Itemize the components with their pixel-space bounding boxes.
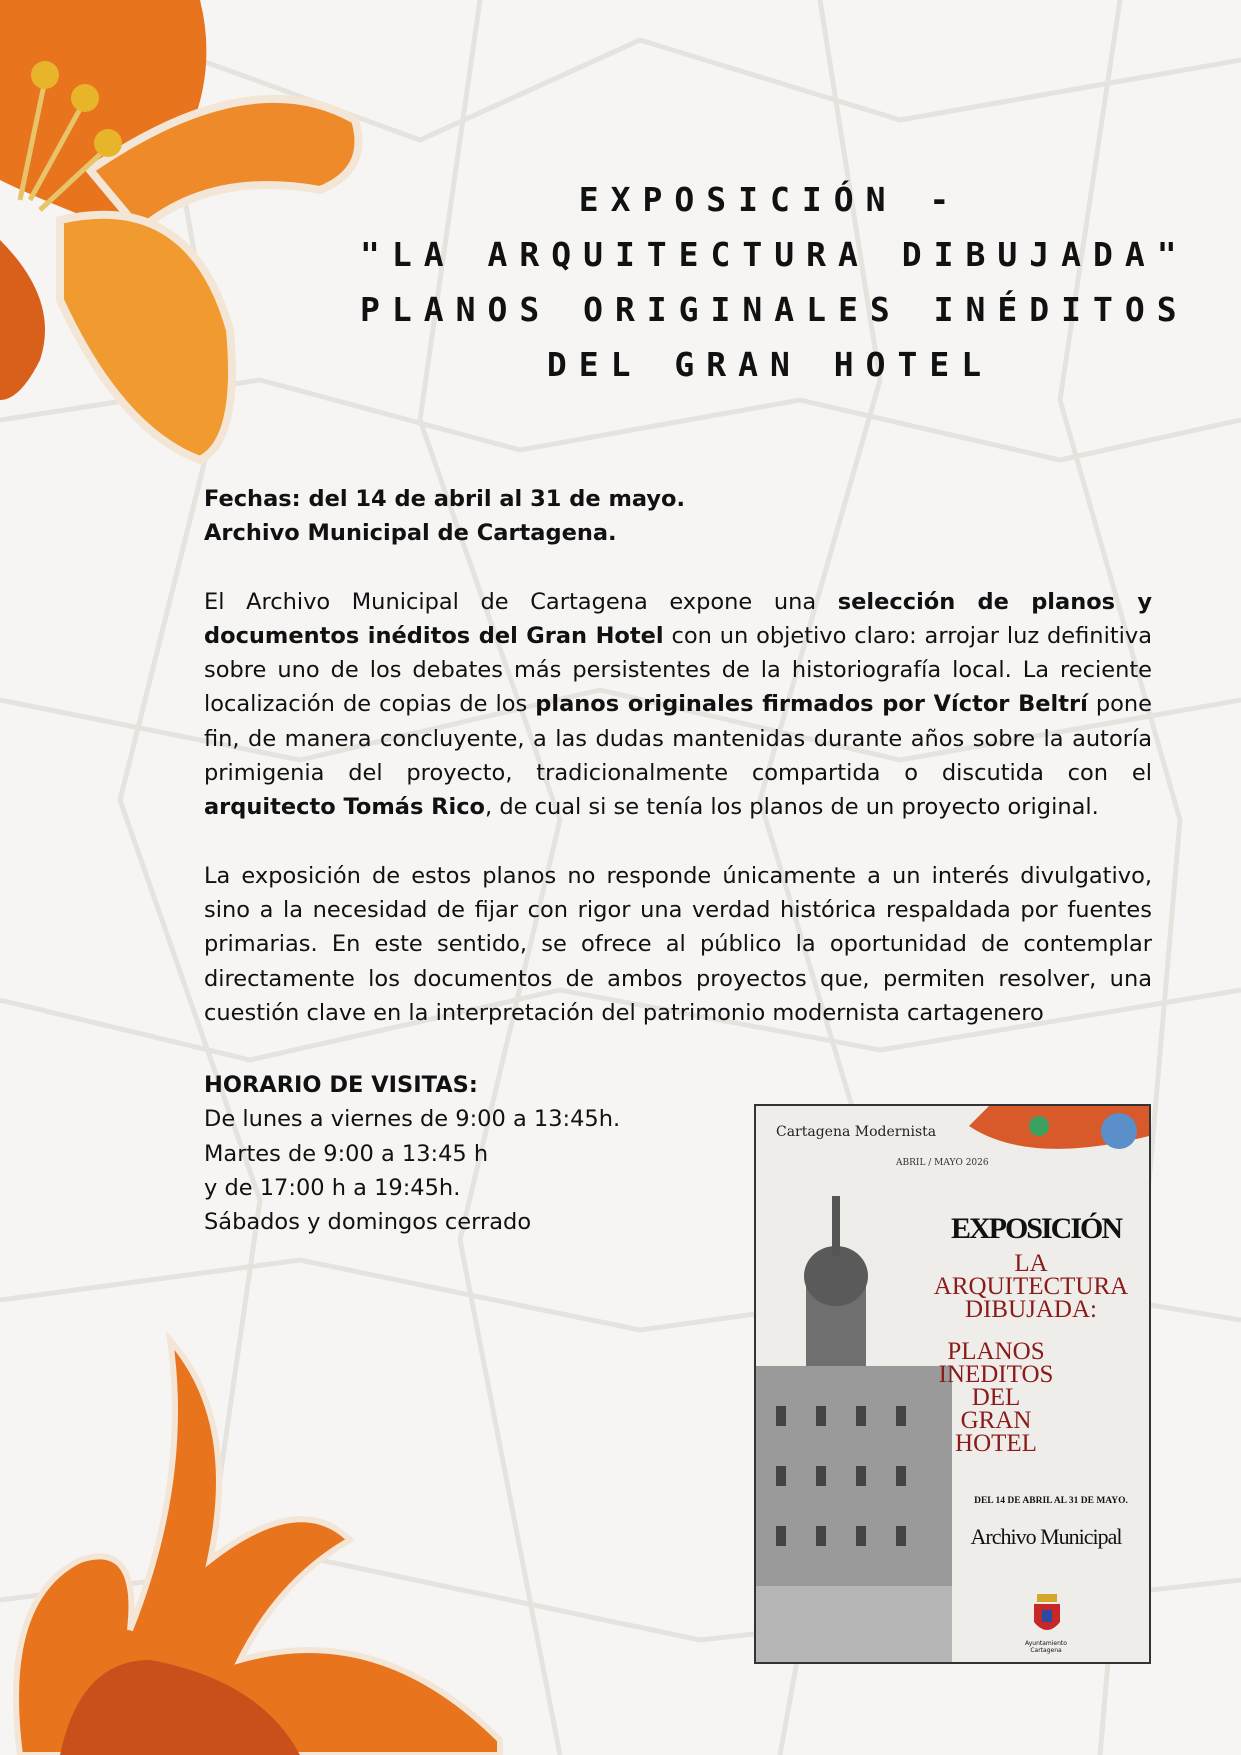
venue-line: Archivo Municipal de Cartagena. [204,520,617,547]
poster-line: INEDITOS [938,1361,1054,1388]
text: El Archivo Municipal de Cartagena expone una [204,588,838,615]
lily-flower-decoration [0,0,370,470]
body-text [204,482,1152,1064]
poster-subtitle-2 [926,1340,1066,1455]
poster-line: GRAN [960,1407,1032,1434]
bold-text: arquitecto Tomás Rico [204,794,486,821]
mosaic-ornament [969,1106,1149,1166]
poster-brand: Cartagena Modernista [776,1124,937,1140]
schedule-line: De lunes a viernes de 9:00 a 13:45h. [204,1106,621,1133]
poster-line: LA [1014,1250,1048,1277]
title-line: EXPOSICIÓN - [578,180,962,219]
logo-line: Cartagena [1030,1647,1062,1654]
poster-logo-text [1016,1640,1076,1654]
poster-line: DIBUJADA: [965,1296,1097,1323]
exhibition-poster [754,1104,1151,1664]
text: pone fin, de manera concluyente, a las dudas mantenidas durante años sobre la autoría primigenia del proyecto, tradicionalmente compartida o discutida con el [204,691,1152,787]
logo-line: Ayuntamiento [1025,1640,1067,1647]
schedule-line: Sábados y domingos cerrado [204,1209,532,1236]
text: , de cual si se tenía los planos de un proyecto original. [485,794,1099,821]
paragraph-2: La exposición de estos planos no responde únicamente a un interés divulgativo, sino a la necesidad de fijar con rigor una verdad histórica respaldada por fuentes primarias. En este sentido, se ofrece al público la oportunidad de contemplar directamente los documentos de ambos proyectos que, permiten resolver, una cuestión clave en la interpretación del patrimonio modernista cartagenero [204,862,1152,1026]
paragraph-1 [204,585,1152,825]
bold-text: planos originales firmados por Víctor Beltrí [535,691,1088,718]
poster-subtitle [916,1252,1146,1321]
text: con un objetivo claro: arrojar luz definitiva sobre uno de los debates más persistentes de la historiografía local. La reciente localización de copias de los [204,622,1152,718]
title-line: DEL GRAN HOTEL [546,345,994,384]
poster-venue: Archivo Municipal [970,1524,1122,1549]
dates-line: Fechas: del 14 de abril al 31 de mayo. [204,486,686,512]
page-title [360,172,1189,392]
poster-line: HOTEL [955,1430,1037,1457]
schedule-heading: HORARIO DE VISITAS: [204,1072,478,1098]
poster-date: ABRIL / MAYO 2026 [896,1158,989,1168]
schedule-line: Martes de 9:00 a 13:45 h [204,1140,489,1167]
poster-line: PLANOS [947,1338,1045,1365]
schedule-line: y de 17:00 h a 19:45h. [204,1174,461,1201]
poster-date-range: DEL 14 DE ABRIL AL 31 DE MAYO. [974,1496,1128,1506]
poster-line: DEL [971,1384,1021,1411]
title-line: "LA ARQUITECTURA DIBUJADA" [360,235,1189,274]
leaf-scroll-decoration [0,1300,520,1755]
city-coat-of-arms-icon [1030,1594,1064,1638]
poster-line: ARQUITECTURA [933,1273,1129,1300]
gran-hotel-photo [756,1166,952,1664]
title-line: PLANOS ORIGINALES INÉDITOS [360,290,1189,329]
bold-text: selección de planos y documentos inéditos del Gran Hotel [204,588,1153,649]
visiting-hours [204,1068,620,1239]
poster-heading: EXPOSICIÓN [950,1212,1122,1245]
